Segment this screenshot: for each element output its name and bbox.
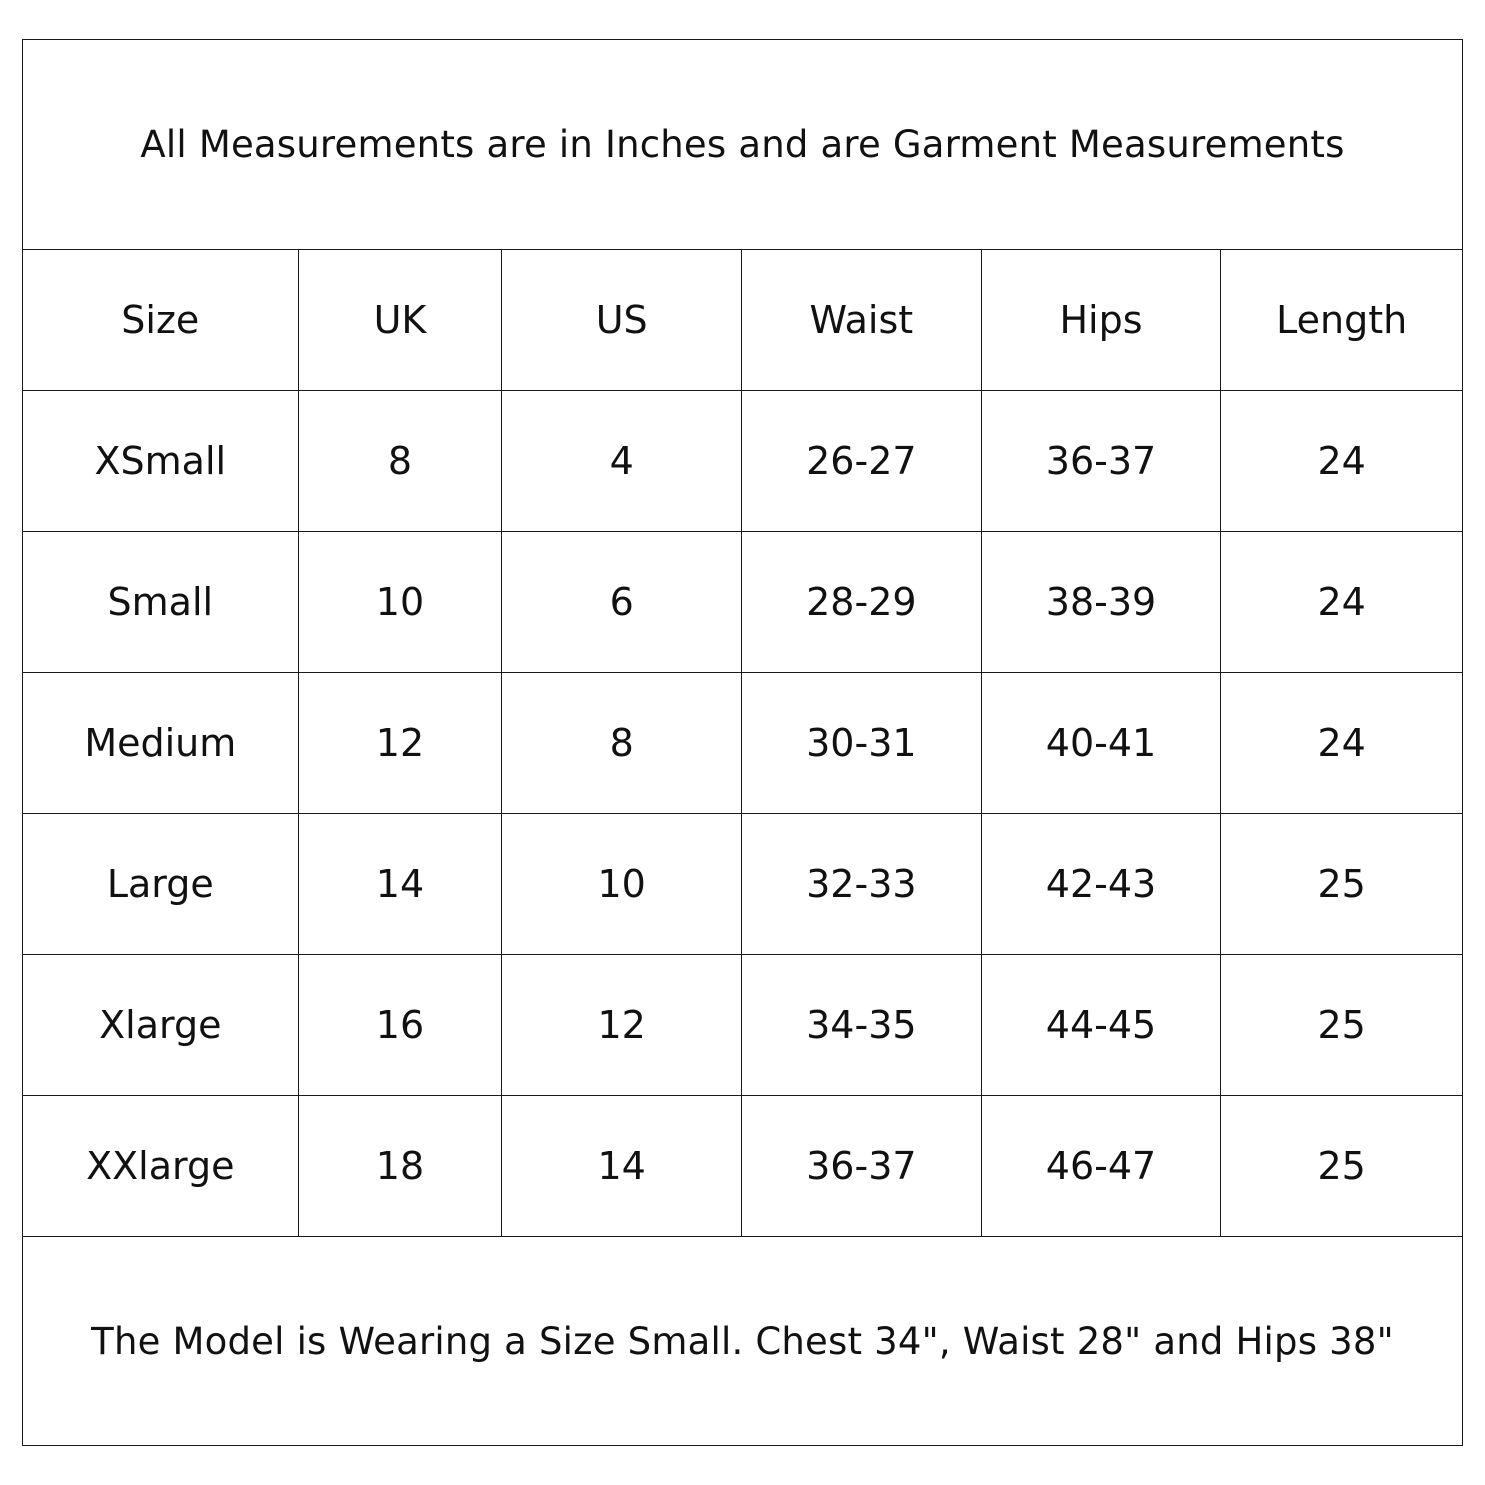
table-row: [23, 391, 1462, 532]
column-header-size: Size: [23, 250, 299, 390]
hips-cell: 40-41: [982, 673, 1222, 813]
table-row: [23, 1096, 1462, 1237]
table-row: [23, 673, 1462, 814]
length-cell: 25: [1317, 862, 1366, 906]
uk-cell: 10: [299, 532, 503, 672]
us-cell: 12: [502, 955, 742, 1095]
model-size-note-text: The Model is Wearing a Size Small. Chest 34", Waist 28" and Hips 38": [91, 1319, 1394, 1363]
model-size-note: [23, 1237, 1462, 1445]
size-chart-table: [22, 39, 1463, 1446]
us-cell: 8: [502, 673, 742, 813]
hips-cell: 46-47: [982, 1096, 1222, 1236]
length-cell: 25: [1317, 1003, 1366, 1047]
table-row: [23, 532, 1462, 673]
uk-cell: 16: [299, 955, 503, 1095]
column-header-hips: Hips: [982, 250, 1222, 390]
waist-cell: 30-31: [742, 673, 982, 813]
uk-cell: 14: [299, 814, 503, 954]
length-cell: 24: [1317, 721, 1366, 765]
column-header-waist: Waist: [742, 250, 982, 390]
us-cell: 10: [502, 814, 742, 954]
waist-cell: 34-35: [742, 955, 982, 1095]
column-header-us: US: [502, 250, 742, 390]
table-row: [23, 955, 1462, 1096]
column-header-uk: UK: [299, 250, 503, 390]
table-header-row: [23, 250, 1462, 391]
size-cell: Large: [23, 814, 299, 954]
size-cell: Small: [23, 532, 299, 672]
size-cell: Medium: [23, 673, 299, 813]
hips-cell: 36-37: [982, 391, 1222, 531]
measurement-note: [23, 40, 1462, 250]
length-cell: 25: [1317, 1144, 1366, 1188]
table-row: [23, 814, 1462, 955]
waist-cell: 28-29: [742, 532, 982, 672]
size-cell: XXlarge: [23, 1096, 299, 1236]
length-cell: 24: [1317, 580, 1366, 624]
uk-cell: 12: [299, 673, 503, 813]
length-cell: 24: [1317, 439, 1366, 483]
us-cell: 4: [502, 391, 742, 531]
column-header-length: Length: [1276, 298, 1408, 342]
waist-cell: 36-37: [742, 1096, 982, 1236]
hips-cell: 42-43: [982, 814, 1222, 954]
hips-cell: 38-39: [982, 532, 1222, 672]
us-cell: 6: [502, 532, 742, 672]
uk-cell: 18: [299, 1096, 503, 1236]
us-cell: 14: [502, 1096, 742, 1236]
size-cell: Xlarge: [23, 955, 299, 1095]
hips-cell: 44-45: [982, 955, 1222, 1095]
measurement-note-text: All Measurements are in Inches and are Garment Measurements: [140, 123, 1345, 166]
waist-cell: 26-27: [742, 391, 982, 531]
uk-cell: 8: [299, 391, 503, 531]
waist-cell: 32-33: [742, 814, 982, 954]
size-cell: XSmall: [23, 391, 299, 531]
